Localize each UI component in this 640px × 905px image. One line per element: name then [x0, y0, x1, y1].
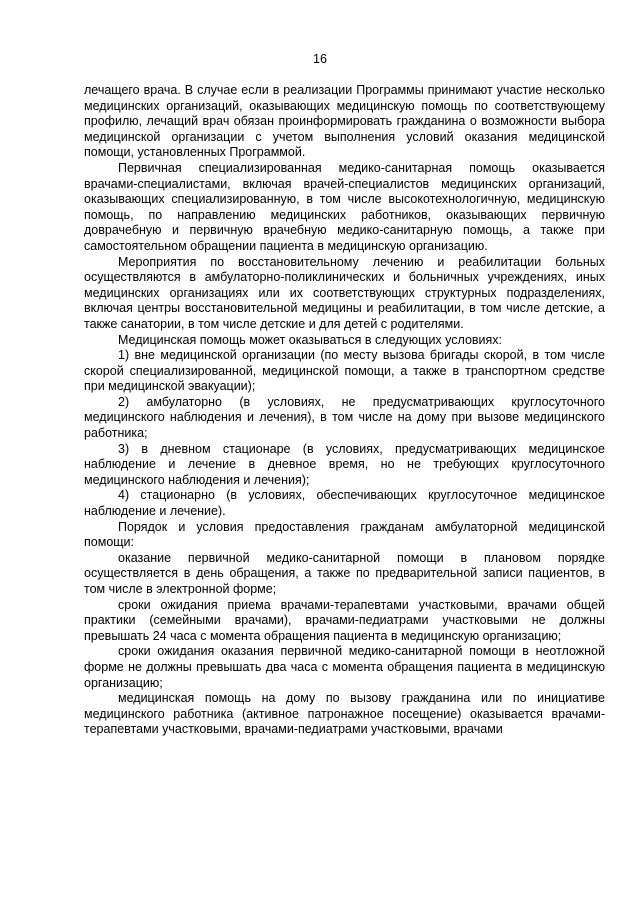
paragraph: 1) вне медицинской организации (по месту вызова бригады скорой, в том числе скорой специализированной, медицинской помощи, а также в транспортном средстве при медицинской эвакуации); — [84, 348, 605, 394]
paragraph: Первичная специализированная медико-санитарная помощь оказывается врачами-специалистами, включая врачей-специалистов медицинских организаций, оказывающих специализированную, в том числе высокотехнологичную, медицинскую помощь, по направлению медицинских работников, оказывающих первичную доврачебную и первичную врачебную медико-санитарную помощь, а также при самостоятельном обращении пациента в медицинскую организацию. — [84, 160, 605, 253]
paragraph: Мероприятия по восстановительному лечению и реабилитации больных осуществляются в амбулаторно-поликлинических и больничных учреждениях, иных медицинских организациях или их соответствующих структурных подразделениях, включая центры восстановительной медицины и реабилитации, в том числе детские, а также санатории, в том числе детские и для детей с родителями. — [84, 254, 605, 331]
paragraph: Медицинская помощь может оказываться в следующих условиях: — [118, 332, 503, 347]
document-body — [84, 83, 605, 738]
paragraph: медицинская помощь на дому по вызову гражданина или по инициативе медицинского работника (активное патронажное посещение) оказывается врачами-терапевтами участковыми, врачами-педиатрами участковыми, врачами — [84, 691, 605, 737]
paragraph: 3) в дневном стационаре (в условиях, предусматривающих медицинское наблюдение и лечение в дневное время, но не требующих круглосуточного медицинского наблюдения и лечения); — [84, 441, 605, 487]
paragraph: 4) стационарно (в условиях, обеспечивающих круглосуточное медицинское наблюдение и лечение). — [84, 488, 605, 519]
paragraph: лечащего врача. В случае если в реализации Программы принимают участие несколько медицинских организаций, оказывающих медицинскую помощь по соответствующему профилю, лечащий врач обязан проинформировать гражданина о возможности выбора медицинской организации с учетом выполнения условий оказания медицинской помощи, установленных Программой. — [84, 83, 605, 160]
paragraph: сроки ожидания приема врачами-терапевтами участковыми, врачами общей практики (семейными врачами), врачами-педиатрами участковыми не должны превышать 24 часа с момента обращения пациента в медицинскую организацию; — [84, 597, 605, 643]
paragraph: Порядок и условия предоставления гражданам амбулаторной медицинской помощи: — [84, 519, 605, 550]
paragraph: 2) амбулаторно (в условиях, не предусматривающих круглосуточного медицинского наблюдения и лечения), в том числе на дому при вызове медицинского работника; — [84, 394, 605, 441]
paragraph: сроки ожидания оказания первичной медико-санитарной помощи в неотложной форме не должны превышать два часа с момента обращения пациента в медицинскую организацию; — [84, 644, 605, 690]
paragraph: оказание первичной медико-санитарной помощи в плановом порядке осуществляется в день обращения, а также по предварительной записи пациентов, в том числе в электронной форме; — [84, 550, 605, 596]
page-number: 16 — [313, 52, 327, 66]
